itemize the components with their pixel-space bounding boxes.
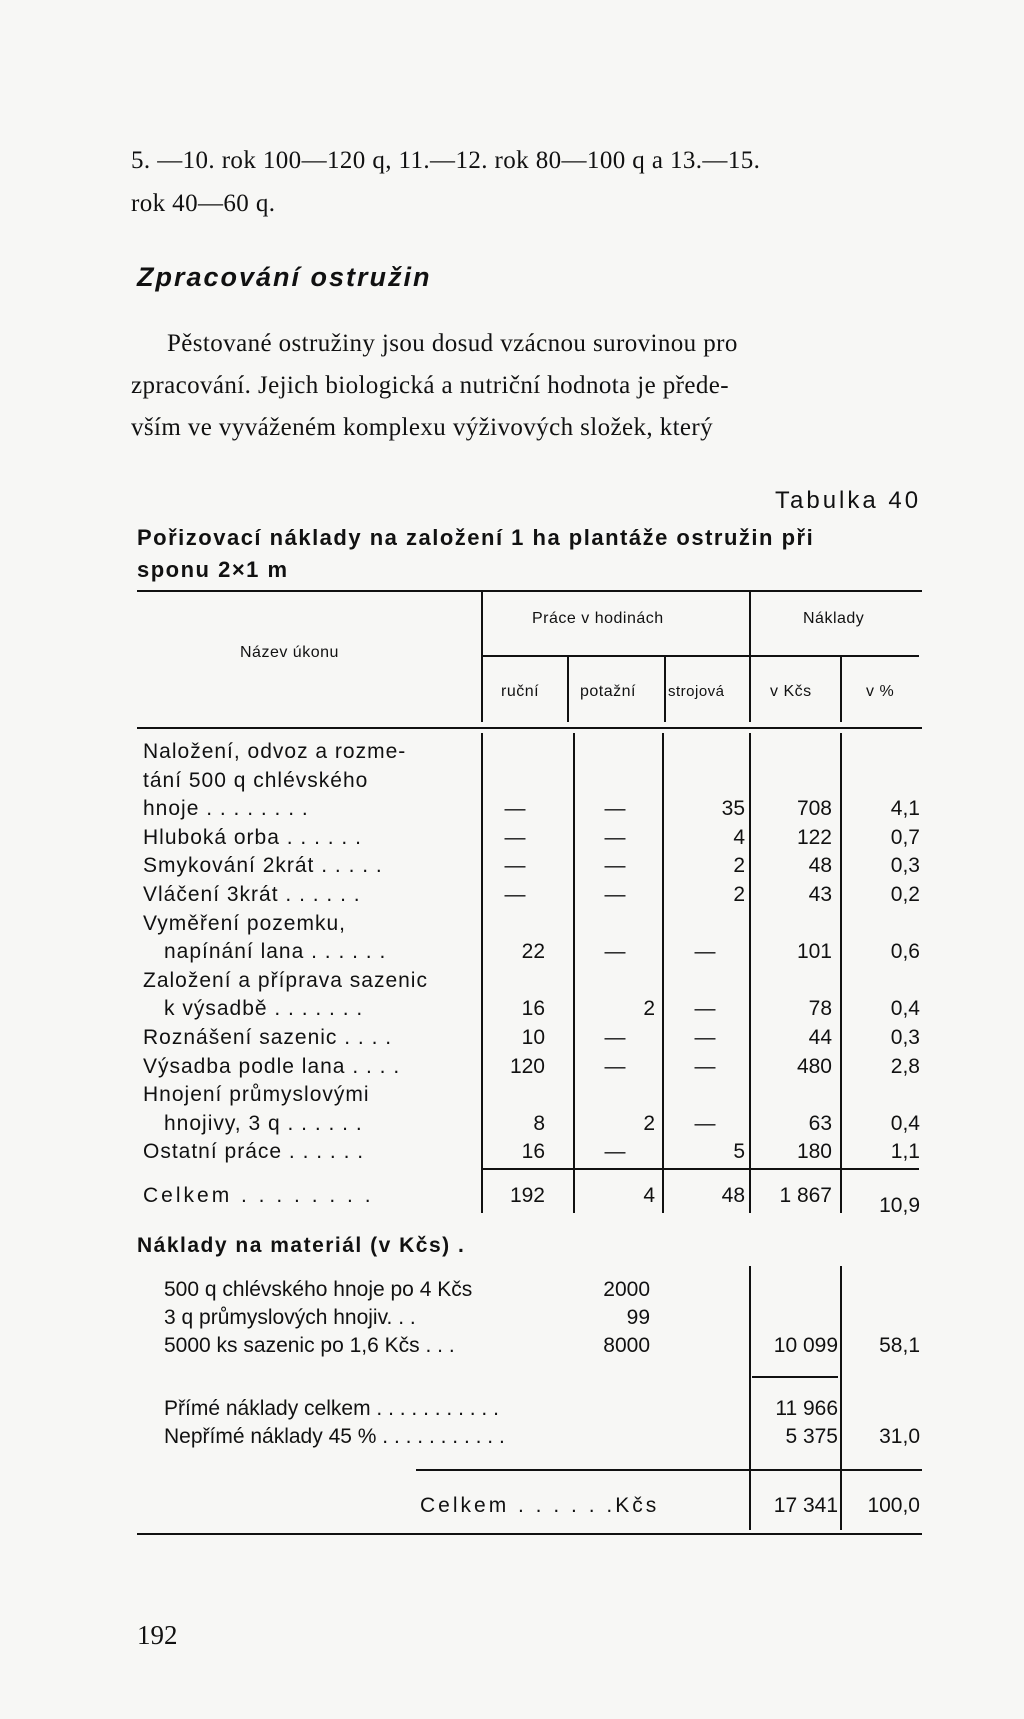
- row-pct-cell: 4,1: [890, 797, 920, 821]
- section-title: Zpracování ostružin: [137, 262, 432, 292]
- row-horse-cell: —: [604, 883, 626, 906]
- row-horse-cell: —: [604, 1026, 626, 1049]
- row-kcs-cell: 43: [808, 883, 832, 906]
- row-machine-cell: 2: [733, 883, 745, 906]
- row-kcs-cell: 180: [796, 1140, 832, 1164]
- header-bottom-rule: [137, 727, 922, 729]
- row-machine-cell: —: [694, 1054, 716, 1078]
- header-horse: potažní: [580, 683, 636, 700]
- row-label-line: Vláčení 3krát . . . . . .: [143, 883, 361, 906]
- direct-label: Přímé náklady celkem . . . . . . . . . . .: [164, 1397, 499, 1420]
- row-pct-cell: 0,3: [890, 854, 920, 878]
- indirect-kcs: 5 375: [785, 1425, 838, 1448]
- grand-total-pct: 100,0: [867, 1494, 920, 1517]
- indirect-pct: 31,0: [879, 1425, 920, 1448]
- header-divider-costs: [749, 592, 751, 722]
- total-label: Celkem . . . . . . . .: [143, 1184, 374, 1207]
- header-divider-name: [481, 592, 483, 722]
- row-kcs-cell: 122: [796, 825, 832, 849]
- intro-line-2: rok 40—60 q.: [131, 190, 276, 217]
- row-label-line: Hnojení průmyslovými: [143, 1083, 370, 1107]
- row-machine-cell: —: [694, 997, 716, 1021]
- row-manual-cell: —: [504, 825, 526, 849]
- row-pct-cell: 0,4: [890, 1111, 920, 1135]
- material-1-value: 2000: [603, 1278, 650, 1301]
- material-3-label: 5000 ks sazenic po 1,6 Kčs . . .: [164, 1334, 455, 1357]
- body-divider-1: [481, 733, 483, 1213]
- row-kcs-cell: 708: [796, 797, 832, 821]
- row-manual-cell: 16: [521, 1140, 545, 1164]
- row-machine-cell: 2: [733, 854, 745, 878]
- row-pct-cell: 1,1: [890, 1140, 920, 1164]
- row-label-line: k výsadbě . . . . . . .: [164, 997, 364, 1021]
- material-divider-2: [840, 1266, 842, 1530]
- material-kcs: 10 099: [773, 1334, 838, 1357]
- grand-total-label: Celkem . . . . . .Kčs: [420, 1494, 660, 1517]
- row-horse-cell: —: [604, 1140, 626, 1164]
- header-pct: v %: [866, 683, 895, 700]
- total-kcs: 1 867: [779, 1184, 832, 1207]
- material-title: Náklady na materiál (v Kčs) .: [137, 1234, 466, 1257]
- header-divider-pct: [840, 657, 842, 722]
- total-horse: 4: [643, 1184, 655, 1207]
- row-pct-cell: 0,3: [890, 1026, 920, 1049]
- row-machine-cell: —: [694, 1111, 716, 1135]
- paragraph-line-1: Pěstované ostružiny jsou dosud vzácnou surovinou pro: [167, 330, 738, 357]
- row-manual-cell: —: [504, 797, 526, 821]
- row-kcs-cell: 44: [808, 1026, 832, 1049]
- table-label: Tabulka 40: [775, 487, 922, 514]
- page-number: 192: [137, 1620, 178, 1650]
- header-kcs: v Kčs: [770, 683, 812, 700]
- header-divider-machine: [664, 657, 666, 722]
- row-horse-cell: —: [604, 797, 626, 821]
- header-divider-horse: [567, 657, 569, 722]
- row-machine-cell: —: [694, 1026, 716, 1049]
- row-machine-cell: —: [694, 940, 716, 964]
- row-kcs-cell: 48: [808, 854, 832, 878]
- row-label-line: napínání lana . . . . . .: [164, 940, 387, 964]
- row-manual-cell: —: [504, 883, 526, 906]
- grand-total-kcs: 17 341: [773, 1494, 838, 1517]
- row-horse-cell: —: [604, 825, 626, 849]
- row-horse-cell: 2: [643, 997, 655, 1021]
- direct-kcs: 11 966: [775, 1397, 838, 1420]
- row-kcs-cell: 101: [796, 940, 832, 964]
- row-kcs-cell: 63: [808, 1111, 832, 1135]
- row-manual-cell: 10: [521, 1026, 545, 1049]
- paragraph-line-3: vším ve vyváženém komplexu výživových složek, který: [131, 414, 714, 441]
- header-mid-rule: [483, 655, 919, 657]
- table-title-line-1: Pořizovací náklady na založení 1 ha plantáže ostružin při: [137, 525, 815, 550]
- total-manual: 192: [509, 1184, 545, 1207]
- row-machine-cell: 4: [733, 825, 745, 849]
- row-machine-cell: 5: [733, 1140, 745, 1164]
- row-label-line: Smykování 2krát . . . . .: [143, 854, 383, 878]
- header-manual: ruční: [501, 683, 540, 700]
- material-rule: [752, 1376, 838, 1378]
- row-label-line: tání 500 q chlévského: [143, 768, 369, 792]
- row-horse-cell: —: [604, 854, 626, 878]
- paragraph-line-2: zpracování. Jejich biologická a nutriční hodnota je přede-: [131, 372, 729, 399]
- row-pct-cell: 0,6: [890, 940, 920, 964]
- material-2-value: 99: [626, 1306, 650, 1329]
- row-label-line: Naložení, odvoz a rozme-: [143, 740, 407, 763]
- row-manual-cell: 22: [521, 940, 545, 964]
- material-2-label: 3 q průmyslových hnojiv. . .: [164, 1306, 416, 1329]
- header-costs: Náklady: [803, 610, 865, 627]
- total-machine: 48: [721, 1184, 745, 1207]
- row-kcs-cell: 480: [796, 1054, 832, 1078]
- row-kcs-cell: 78: [808, 997, 832, 1021]
- row-label-line: Ostatní práce . . . . . .: [143, 1140, 365, 1164]
- row-pct-cell: 2,8: [890, 1054, 920, 1078]
- indirect-label: Nepřímé náklady 45 % . . . . . . . . . . .: [164, 1425, 505, 1448]
- row-pct-cell: 0,2: [890, 883, 920, 906]
- row-label-line: Založení a příprava sazenic: [143, 968, 428, 992]
- table-bottom-rule: [137, 1533, 922, 1535]
- row-pct-cell: 0,4: [890, 997, 920, 1021]
- material-pct: 58,1: [879, 1334, 920, 1357]
- row-label-line: Hluboká orba . . . . . .: [143, 825, 362, 849]
- row-manual-cell: 16: [521, 997, 545, 1021]
- row-manual-cell: 8: [533, 1111, 545, 1135]
- material-1-label: 500 q chlévského hnoje po 4 Kčs: [164, 1278, 473, 1301]
- header-machine: strojová: [668, 683, 725, 700]
- row-manual-cell: —: [504, 854, 526, 878]
- table-top-rule: [137, 590, 922, 592]
- row-manual-cell: 120: [509, 1054, 545, 1078]
- row-machine-cell: 35: [721, 797, 745, 821]
- row-label-line: hnojivy, 3 q . . . . . .: [164, 1111, 363, 1135]
- total-pct: 10,9: [879, 1194, 920, 1217]
- header-name: Název úkonu: [240, 644, 339, 661]
- row-horse-cell: 2: [643, 1111, 655, 1135]
- intro-line-1: 5. —10. rok 100—120 q, 11.—12. rok 80—100 q a 13.—15.: [131, 147, 761, 174]
- body-divider-4: [749, 733, 751, 1213]
- row-pct-cell: 0,7: [890, 825, 920, 849]
- header-work: Práce v hodinách: [532, 610, 664, 627]
- material-divider-1: [749, 1266, 751, 1530]
- row-label-line: Vyměření pozemku,: [143, 911, 346, 935]
- row-horse-cell: —: [604, 1054, 626, 1078]
- total-rule: [483, 1168, 919, 1170]
- body-divider-3: [662, 733, 664, 1213]
- row-label-line: Výsadba podle lana . . . .: [143, 1054, 401, 1078]
- table-title-line-2: sponu 2×1 m: [137, 557, 289, 582]
- grand-total-top-rule: [416, 1469, 922, 1471]
- row-label-line: hnoje . . . . . . . .: [143, 797, 309, 821]
- row-label-line: Roznášení sazenic . . . .: [143, 1026, 393, 1049]
- row-horse-cell: —: [604, 940, 626, 964]
- material-3-value: 8000: [603, 1334, 650, 1357]
